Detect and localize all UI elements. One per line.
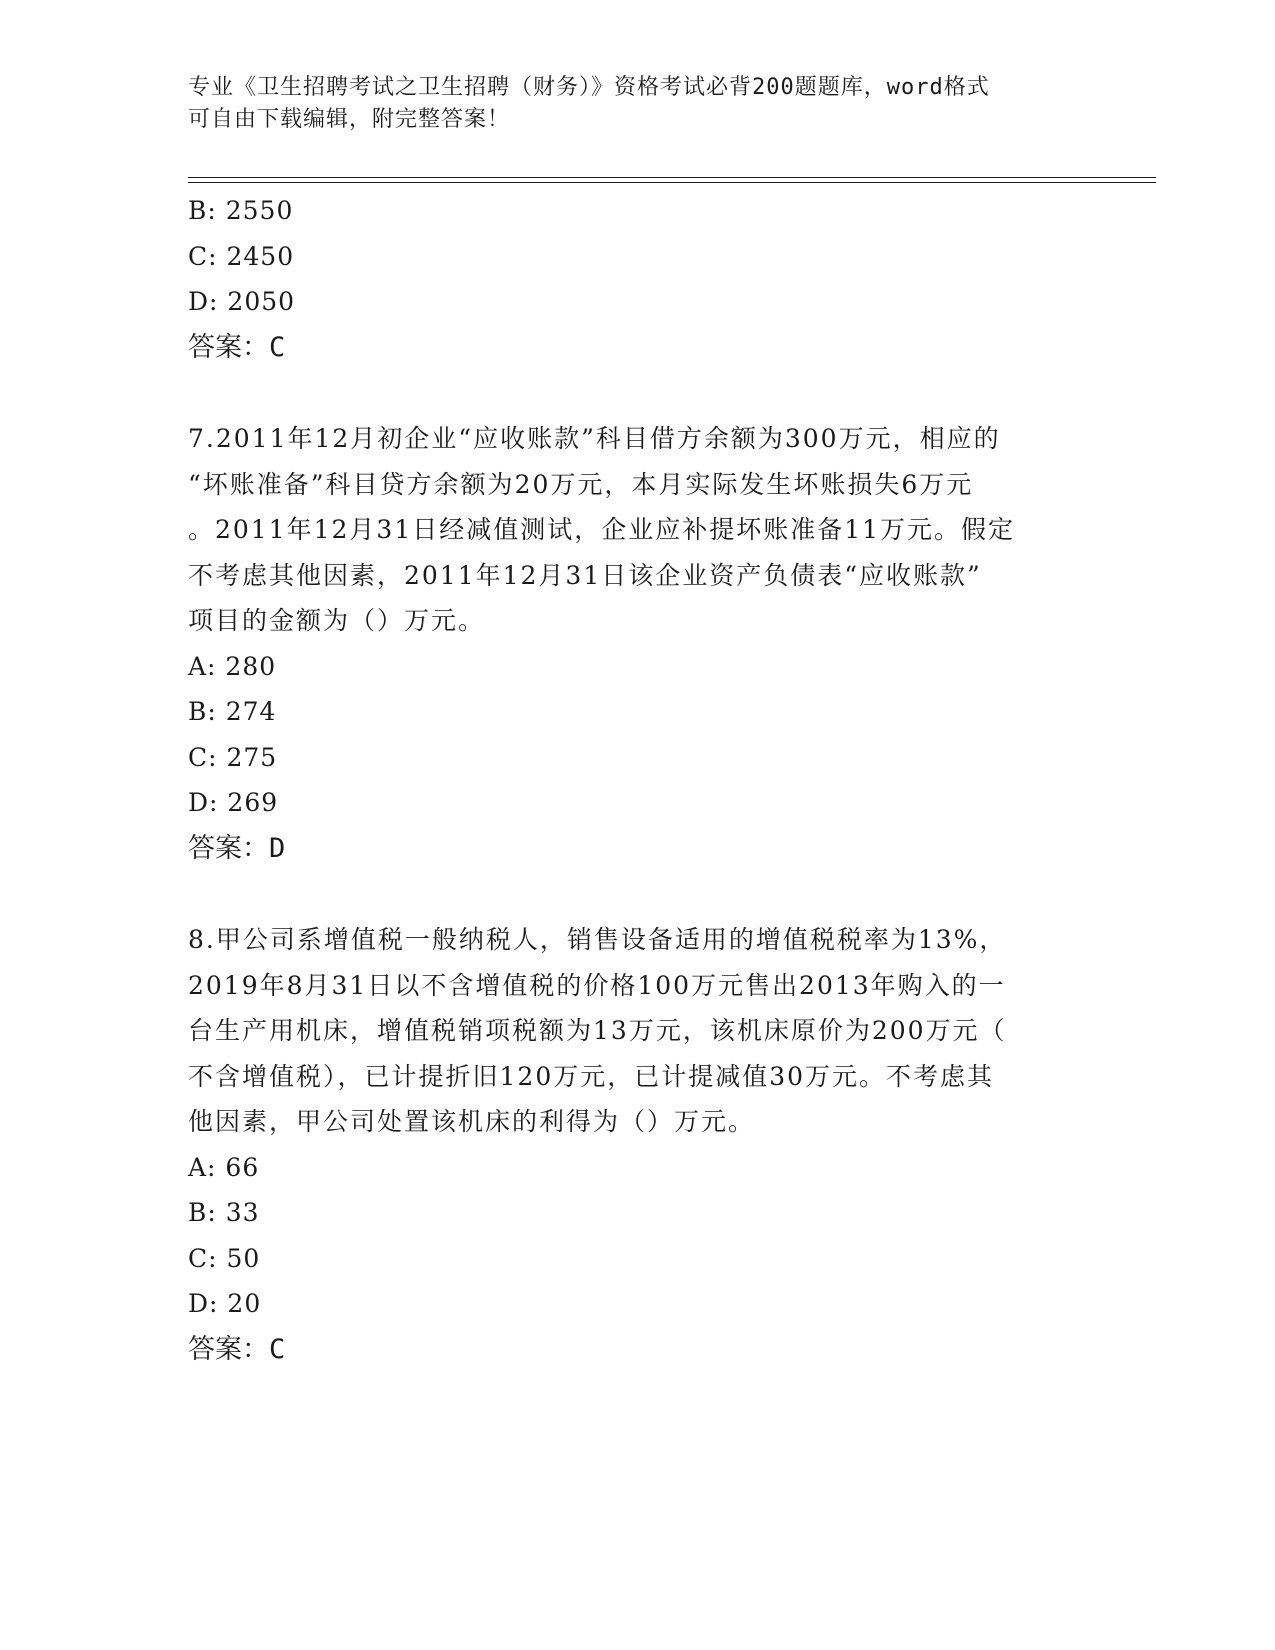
option-c: C: 50 bbox=[188, 1243, 261, 1273]
question-line: “坏账准备”科目贷方余额为20万元，本月实际发生坏账损失6万元 bbox=[188, 469, 974, 499]
question-line: 项目的金额为（）万元。 bbox=[188, 606, 486, 635]
header-line-1: 专业《卫生招聘考试之卫生招聘（财务）》资格考试必背200题题库，word格式 bbox=[188, 75, 990, 100]
prev-question-block bbox=[188, 188, 1088, 370]
question-text bbox=[188, 416, 1088, 644]
header-divider-top bbox=[188, 177, 1156, 178]
question-content bbox=[188, 188, 1088, 1372]
question-line: 8.甲公司系增值税一般纳税人，销售设备适用的增值税税率为13%， bbox=[188, 925, 1007, 954]
option-a: A: 66 bbox=[188, 1152, 260, 1182]
document-header bbox=[188, 72, 1088, 136]
question-line: 不含增值税），已计提折旧120万元，已计提减值30万元。不考虑其 bbox=[188, 1061, 995, 1091]
answer-line: 答案：C bbox=[188, 1333, 286, 1365]
header-line-2: 可自由下载编辑，附完整答案！ bbox=[188, 107, 511, 132]
option-d: D: 269 bbox=[188, 788, 279, 817]
option-c: C: 275 bbox=[188, 742, 278, 772]
question-line: 7.2011年12月初企业“应收账款”科目借方余额为300万元，相应的 bbox=[188, 424, 1001, 453]
question-line: 。2011年12月31日经减值测试，企业应补提坏账准备11万元。假定 bbox=[188, 515, 1016, 544]
option-a: A: 280 bbox=[188, 651, 277, 681]
answer-line: 答案：D bbox=[188, 832, 286, 864]
question-text bbox=[188, 917, 1088, 1145]
header-divider-bottom bbox=[188, 182, 1156, 183]
option-b: B: 274 bbox=[188, 697, 277, 726]
option-b: B: 2550 bbox=[188, 196, 294, 225]
question-block-8 bbox=[188, 917, 1088, 1372]
question-line: 2019年8月31日以不含增值税的价格100万元售出2013年购入的一 bbox=[188, 970, 1006, 1000]
question-line: 不考虑其他因素，2011年12月31日该企业资产负债表“应收账款” bbox=[188, 560, 982, 590]
question-line: 台生产用机床，增值税销项税额为13万元，该机床原价为200万元（ bbox=[188, 1016, 1007, 1045]
question-block-7 bbox=[188, 416, 1088, 871]
option-d: D: 2050 bbox=[188, 287, 296, 316]
option-d: D: 20 bbox=[188, 1289, 262, 1318]
option-b: B: 33 bbox=[188, 1198, 260, 1227]
answer-line: 答案：C bbox=[188, 331, 286, 363]
spacer bbox=[188, 871, 1088, 917]
option-c: C: 2450 bbox=[188, 241, 295, 271]
question-line: 他因素，甲公司处置该机床的利得为（）万元。 bbox=[188, 1107, 756, 1136]
spacer bbox=[188, 370, 1088, 416]
